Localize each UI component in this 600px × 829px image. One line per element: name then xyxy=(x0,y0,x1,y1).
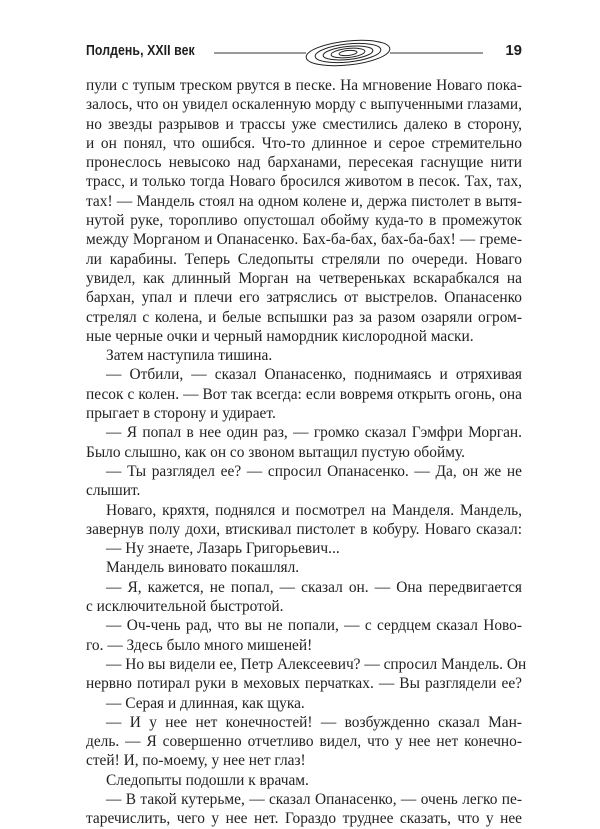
text-line: нервно потирал руки в меховых перчатках. — Вы разглядели ее? xyxy=(86,675,522,693)
text-line: ли карабины. Теперь Следопыты стреляли по очереди. Новаго xyxy=(86,250,522,268)
text-line: дель. — Я совершенно отчетливо видел, что у нее нет конечно- xyxy=(86,733,522,751)
page-header xyxy=(86,36,522,70)
text-line: с исключительной быстротой. xyxy=(86,598,284,616)
text-line: Новаго, кряхтя, поднялся и посмотрел на Манделя. Мандель, xyxy=(106,501,522,519)
text-line: Затем наступила тишина. xyxy=(106,347,273,365)
text-line: Мандель виновато покашлял. xyxy=(106,559,300,577)
text-line: нутой руке, торопливо опустошал обойму куда-то в промежуток xyxy=(86,212,522,230)
text-line: — Ты разглядел ее? — спросил Опанасенко. — Да, он же не xyxy=(106,462,522,480)
text-line: трасс, и только тогда Новаго бросился животом в песок. Тах, тах, xyxy=(86,173,522,191)
text-line: — Ну знаете, Лазарь Григорьевич... xyxy=(106,540,340,558)
text-line: Было слышно, как он со звоном вытащил пустую обойму. xyxy=(86,443,465,461)
text-line: бархан, упал и плечи его затряслись от выстрелов. Опанасенко xyxy=(86,289,522,307)
text-line: прыгает в сторону и удирает. xyxy=(86,405,276,423)
page-number: 19 xyxy=(505,42,522,59)
text-line: — В такой кутерьме, — сказал Опанасенко, — очень легко пе- xyxy=(106,790,522,808)
text-line: — Оч-чень рад, что вы не попали, — с сердцем сказал Ново- xyxy=(106,617,522,635)
text-line: пули с тупым треском рвутся в песке. На мгновение Новаго пока- xyxy=(86,77,522,94)
text-line: между Морганом и Опанасенко. Бах-ба-бах, бах-ба-бах! — греме- xyxy=(86,231,522,249)
text-line: и он понял, что ошибся. Что-то длинное и серое стремительно xyxy=(86,134,522,152)
text-line: стрелял с колена, и белые вспышки раз за разом озаряли огром- xyxy=(86,308,522,326)
text-line: завернув полу дохи, втискивал пистолет в кобуру. Новаго сказал: xyxy=(86,520,522,538)
text-line: го. — Здесь было много мишеней! xyxy=(86,636,313,654)
text-line: слышит. xyxy=(86,482,141,500)
text-line: таречислить, чего у нее нет. Гораздо труднее сказать, что у нее xyxy=(86,810,522,828)
text-line: песок с колен. — Вот так всегда: если вовремя открыть огонь, она xyxy=(86,385,522,403)
text-line: пронеслось невысоко над барханами, пересекая гаснущие нити xyxy=(86,154,522,172)
body-text xyxy=(86,76,527,829)
text-line: — Серая и длинная, как щука. xyxy=(106,694,305,712)
spiral-galaxy-ornament-icon xyxy=(86,36,522,70)
running-title: Полдень, XXII век xyxy=(86,42,195,59)
text-line: Следопыты подошли к врачам. xyxy=(106,771,309,789)
text-line: но звезды разрывов и трассы уже сместились далеко в сторону, xyxy=(86,115,522,133)
text-line: ные черные очки и черный намордник кислородной маски. xyxy=(86,327,474,345)
text-line: залось, что он увидел оскаленную морду с выпученными глазами, xyxy=(86,96,522,114)
text-line: — Но вы видели ее, Петр Алексеевич? — спросил Мандель. Он xyxy=(106,655,527,673)
text-line: стей! И, по-моему, у нее нет глаз! xyxy=(86,752,306,770)
text-line: — Я, кажется, не попал, — сказал он. — Она передвигается xyxy=(106,578,522,596)
text-line: — И у нее нет конечностей! — возбужденно сказал Ман- xyxy=(106,713,522,731)
text-line: — Я попал в нее один раз, — громко сказал Гэмфри Морган. xyxy=(106,424,522,442)
text-line: тах! — Мандель стоял на одном колене и, держа пистолет в вытя- xyxy=(86,192,522,210)
text-line: — Отбили, — сказал Опанасенко, поднимаясь и отряхивая xyxy=(106,366,522,384)
text-line: увидел, как длинный Морган на четвереньках вскарабкался на xyxy=(86,269,522,287)
